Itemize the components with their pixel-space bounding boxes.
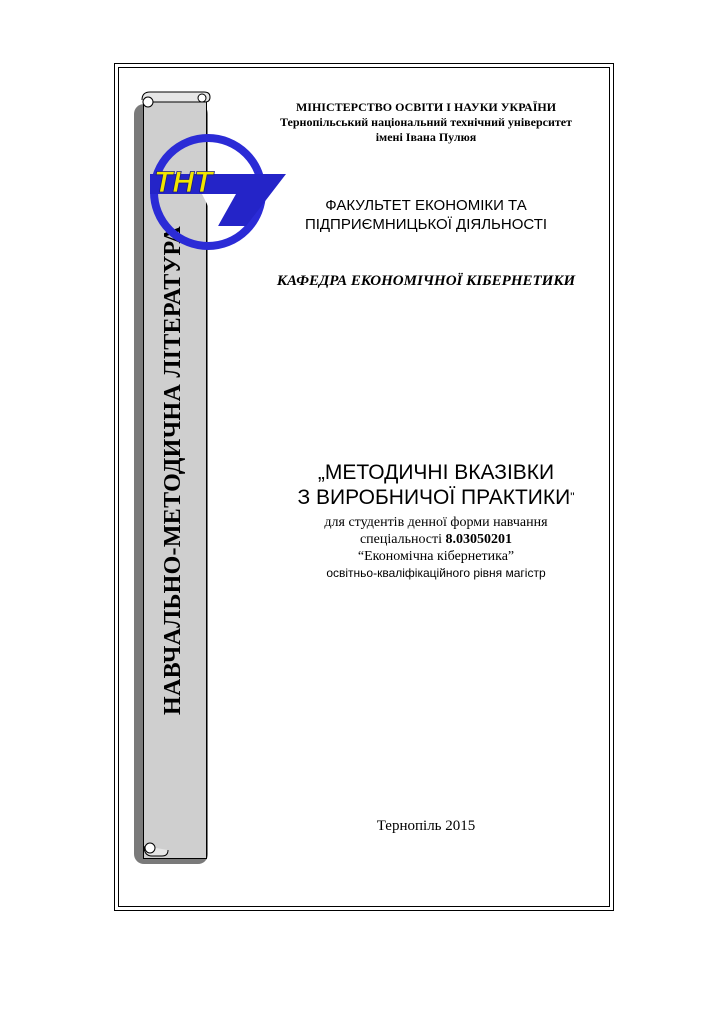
title-line-2-text: З ВИРОБНИЧОЇ ПРАКТИКИ (297, 486, 571, 509)
university-named-after: імені Івана Пулюя (375, 130, 477, 144)
specialty-prefix: спеціальності (359, 532, 446, 547)
ministry-name: МІНІСТЕРСТВО ОСВІТИ І НАУКИ УКРАЇНИ (295, 100, 557, 114)
title-line-1: „МЕТОДИЧНІ ВКАЗІВКИ (317, 461, 555, 484)
logo-text: ТНТ (154, 166, 213, 199)
ministry-header (240, 100, 612, 145)
title-close-quote: " (570, 490, 575, 504)
specialty-name: “Економічна кібернетика” (357, 549, 515, 564)
department-name: КАФЕДРА ЕКОНОМІЧНОЇ КІБЕРНЕТИКИ (276, 273, 576, 289)
document-title (260, 460, 612, 510)
faculty-line-1: ФАКУЛЬТЕТ ЕКОНОМІКИ ТА (325, 197, 527, 214)
subtitle-specialty (260, 531, 612, 548)
spine-text: НАВЧАЛЬНО-МЕТОДИЧНА ЛІТЕРАТУРА (160, 225, 186, 715)
specialty-code: 8.03050201 (445, 532, 513, 547)
title-line-2 (260, 485, 612, 510)
subtitle-audience: для студентів денної форми навчання (324, 515, 548, 530)
faculty-name (240, 196, 612, 234)
city-year: Тернопіль 2015 (376, 818, 476, 834)
qualification-level: освітньо-кваліфікаційного рівня магістр (326, 566, 546, 580)
faculty-line-2: ПІДПРИЄМНИЦЬКОЇ ДІЯЛЬНОСТІ (304, 216, 548, 233)
document-subtitle (260, 514, 612, 582)
university-name: Тернопільський національний технічний університет (279, 115, 573, 129)
